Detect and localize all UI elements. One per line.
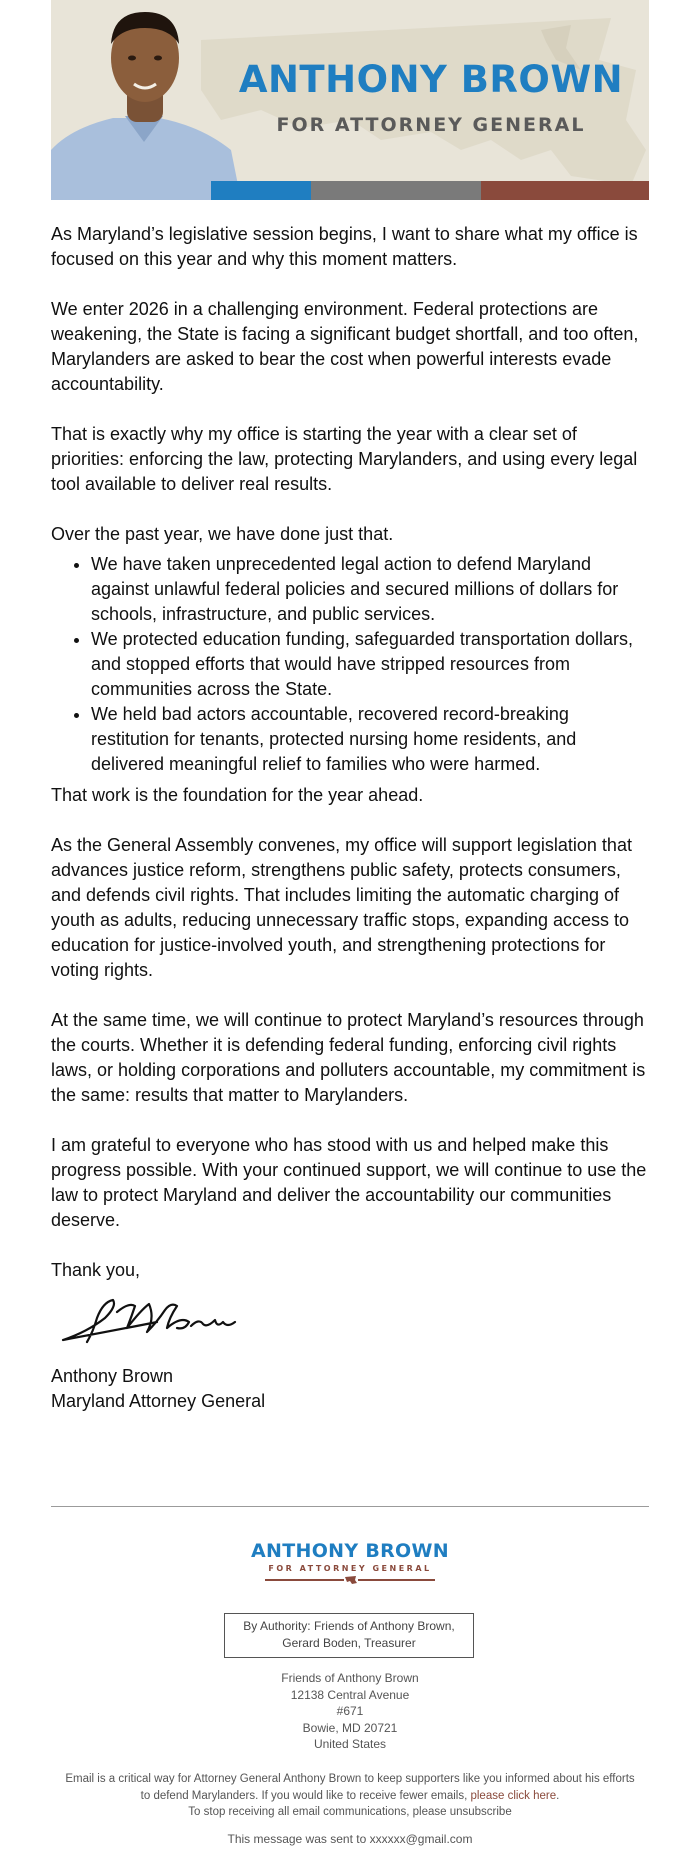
address-line: United States — [313, 1737, 387, 1751]
paid-for-by-box — [224, 1613, 474, 1658]
address-line: 12138 Central Avenue — [290, 1687, 410, 1702]
banner-title: ANTHONY BROWN — [238, 58, 624, 101]
address-line: Friends of Anthony Brown — [281, 1671, 419, 1685]
header-banner — [51, 0, 649, 200]
sent-prefix: This message was sent to — [227, 1832, 367, 1846]
accomplishments-list — [51, 552, 651, 777]
address-line: #671 — [336, 1704, 364, 1718]
paragraph: I am grateful to everyone who has stood with us and helped make this progress possible. With your continued support, we will continue to use the law to protect Maryland and deliver the accountability our communities deserve. — [51, 1135, 647, 1230]
mailing-address — [0, 1670, 700, 1753]
notice-text: Email is a critical way for Attorney General Anthony Brown to keep supporters like you informed about his efforts to defend Marylanders. If you would like to receive fewer emails, — [65, 1773, 635, 1802]
paragraph: As the General Assembly convenes, my office will support legislation that advances justice reform, strengthens public safety, protects consumers, and defends civil rights. That includes limiting the automatic charging of youth as adults, reducing unnecessary traffic stops, expanding access to education for justice-involved youth, and strengthening protections for voting rights. — [51, 835, 632, 980]
paragraph: That work is the foundation for the year ahead. — [51, 785, 424, 805]
footer-logo-subtitle: FOR ATTORNEY GENERAL — [268, 1564, 432, 1573]
footer-logo-rule — [265, 1575, 435, 1585]
footer-logo-name: ANTHONY BROWN — [251, 1540, 449, 1562]
list-item: • We held bad actors accountable, recovered record-breaking restitution for tenants, protected nursing home residents, and delivered meaningful relief to families who were harmed. — [91, 702, 651, 777]
footer-logo — [0, 1540, 700, 1585]
email-notice — [60, 1771, 640, 1821]
address-line: Bowie, MD 20721 — [302, 1720, 398, 1735]
unsubscribe-text[interactable]: To stop receiving all email communications, please unsubscribe — [188, 1806, 512, 1818]
stripe-blue — [211, 181, 311, 200]
paragraph: At the same time, we will continue to protect Maryland’s resources through the courts. Whether it is defending federal funding, enforcing civil rights laws, or holding corporations and polluters accountable, my commitment is the same: results that matter to Marylanders. — [51, 1010, 646, 1105]
paragraph: Over the past year, we have done just that. — [51, 524, 394, 544]
paragraph: That is exactly why my office is starting the year with a clear set of priorities: enforcing the law, protecting Marylanders, and using every legal tool available to deliver real results. — [51, 424, 638, 494]
recipient-email: xxxxxx@gmail.com — [369, 1832, 473, 1846]
banner-subtitle: FOR ATTORNEY GENERAL — [276, 114, 586, 136]
stripe-gray — [311, 181, 481, 200]
stripe-brown — [481, 181, 649, 200]
paragraph: As Maryland’s legislative session begins, I want to share what my office is focused on this year and why this moment matters. — [51, 224, 638, 269]
fewer-emails-link[interactable]: please click here — [470, 1789, 557, 1802]
list-item: • We have taken unprecedented legal action to defend Maryland against unlawful federal policies and secured millions of dollars for schools, infrastructure, and public services. — [91, 552, 651, 627]
closing: Thank you, — [51, 1260, 141, 1280]
footer-divider — [51, 1506, 649, 1507]
authority-line: By Authority: Friends of Anthony Brown, — [243, 1619, 455, 1633]
authority-line: Gerard Boden, Treasurer — [282, 1636, 416, 1650]
letter-body — [51, 222, 651, 1414]
notice-end: . — [556, 1789, 560, 1802]
signature-image — [57, 1288, 237, 1350]
paragraph: We enter 2026 in a challenging environment. Federal protections are weakening, the State is facing a significant budget shortfall, and too often, Marylanders are asked to bear the cost when powerful interests evade accountability. — [51, 299, 639, 394]
list-item: • We protected education funding, safeguarded transportation dollars, and stopped efforts that would have stripped resources from communities across the State. — [91, 627, 651, 702]
sent-to-line — [0, 1832, 700, 1846]
signer-name: Anthony Brown — [51, 1366, 174, 1386]
signer-title: Maryland Attorney General — [51, 1391, 266, 1411]
maryland-icon — [344, 1575, 358, 1585]
signature-block — [51, 1364, 651, 1414]
candidate-portrait — [51, 0, 241, 200]
